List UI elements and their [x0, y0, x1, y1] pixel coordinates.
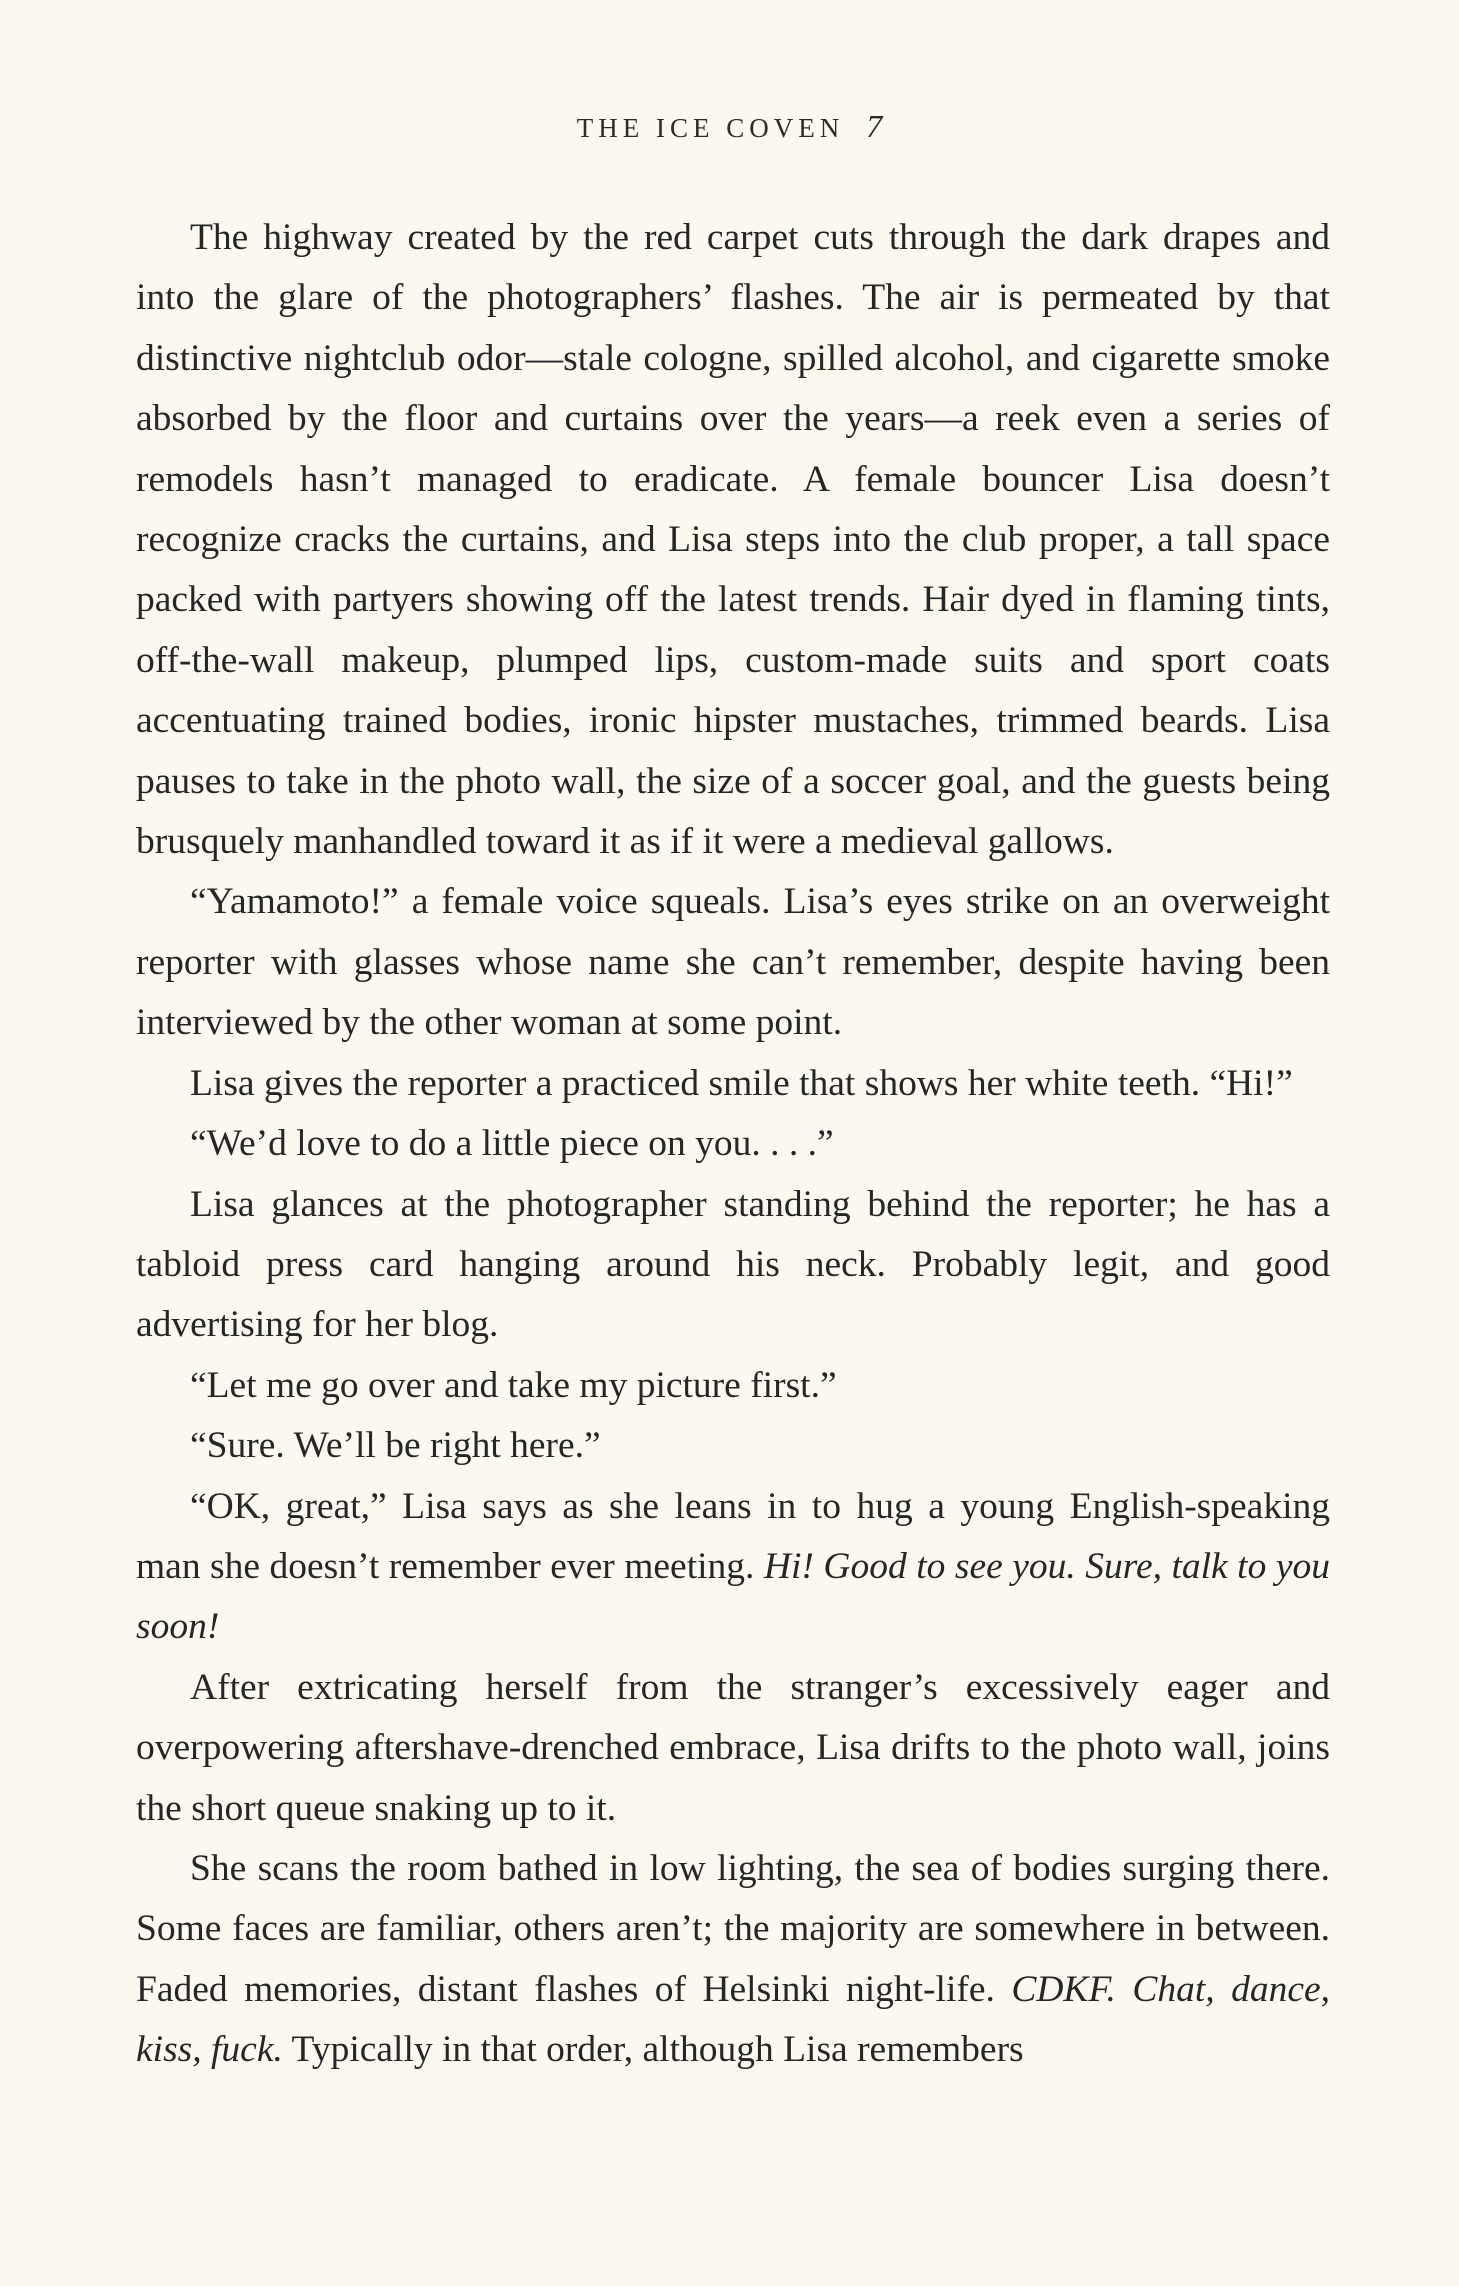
running-title: THE ICE COVEN: [576, 113, 845, 143]
paragraph: [136, 872, 1330, 1053]
paragraph: [136, 1658, 1330, 1839]
text-run: Lisa gives the reporter a practiced smile that shows her white teeth. “Hi!”: [190, 1062, 1293, 1104]
paragraph: [136, 1114, 1330, 1174]
text-run: The highway created by the red carpet cuts through the dark drapes and into the glare of the photographers’ flashes. The air is permeated by that distinctive nightclub odor—stale cologne, spilled alcohol, and cigarette smoke absorbed by the floor and curtains over the years—a reek even a series of remodels hasn’t managed to eradicate. A female bouncer Lisa doesn’t recognize cracks the curtains, and Lisa steps into the club proper, a tall space packed with partyers showing off the latest trends. Hair dyed in flaming tints, off-the-wall makeup, plumped lips, custom-made suits and sport coats accentuating trained bodies, ironic hipster mustaches, trimmed beards. Lisa pauses to take in the photo wall, the size of a soccer goal, and the guests being brusquely manhandled toward it as if it were a medieval gallows.: [136, 217, 1330, 863]
text-run: “We’d love to do a little piece on you. . . .”: [190, 1123, 834, 1165]
paragraph: [136, 1054, 1330, 1114]
paragraph: [136, 1356, 1330, 1416]
body-text: [136, 208, 1330, 2081]
paragraph: [136, 1839, 1330, 2081]
italic-text: CDKF. Chat, dance, kiss, fuck.: [136, 1968, 1330, 2071]
text-run: “OK, great,” Lisa says as she leans in to hug a young English-speaking man she doesn’t remember ever meeting.: [136, 1485, 1330, 1587]
running-header: [0, 108, 1459, 145]
text-run: After extricating herself from the stranger’s excessively eager and overpowering aftershave-drenched embrace, Lisa drifts to the photo wall, joins the short queue snaking up to it.: [136, 1666, 1330, 1829]
italic-text: Hi! Good to see you. Sure, talk to you soon!: [136, 1545, 1330, 1648]
text-run: Typically in that order, although Lisa remembers: [282, 2029, 1024, 2071]
paragraph: [136, 1175, 1330, 1356]
text-run: “Let me go over and take my picture first.”: [190, 1364, 837, 1406]
page-number: 7: [866, 108, 883, 144]
paragraph: [136, 208, 1330, 872]
paragraph: [136, 1477, 1330, 1658]
text-run: “Sure. We’ll be right here.”: [190, 1425, 601, 1467]
text-run: Lisa glances at the photographer standing behind the reporter; he has a tabloid press card hanging around his neck. Probably legit, and good advertising for her blog.: [136, 1183, 1330, 1346]
paragraph: [136, 1416, 1330, 1476]
text-run: “Yamamoto!” a female voice squeals. Lisa’s eyes strike on an overweight reporter with glasses whose name she can’t remember, despite having been interviewed by the other woman at some point.: [136, 881, 1330, 1044]
text-run: She scans the room bathed in low lighting, the sea of bodies surging there. Some faces are familiar, others aren’t; the majority are somewhere in between. Faded memories, distant flashes of Helsinki night-life.: [136, 1847, 1330, 2010]
